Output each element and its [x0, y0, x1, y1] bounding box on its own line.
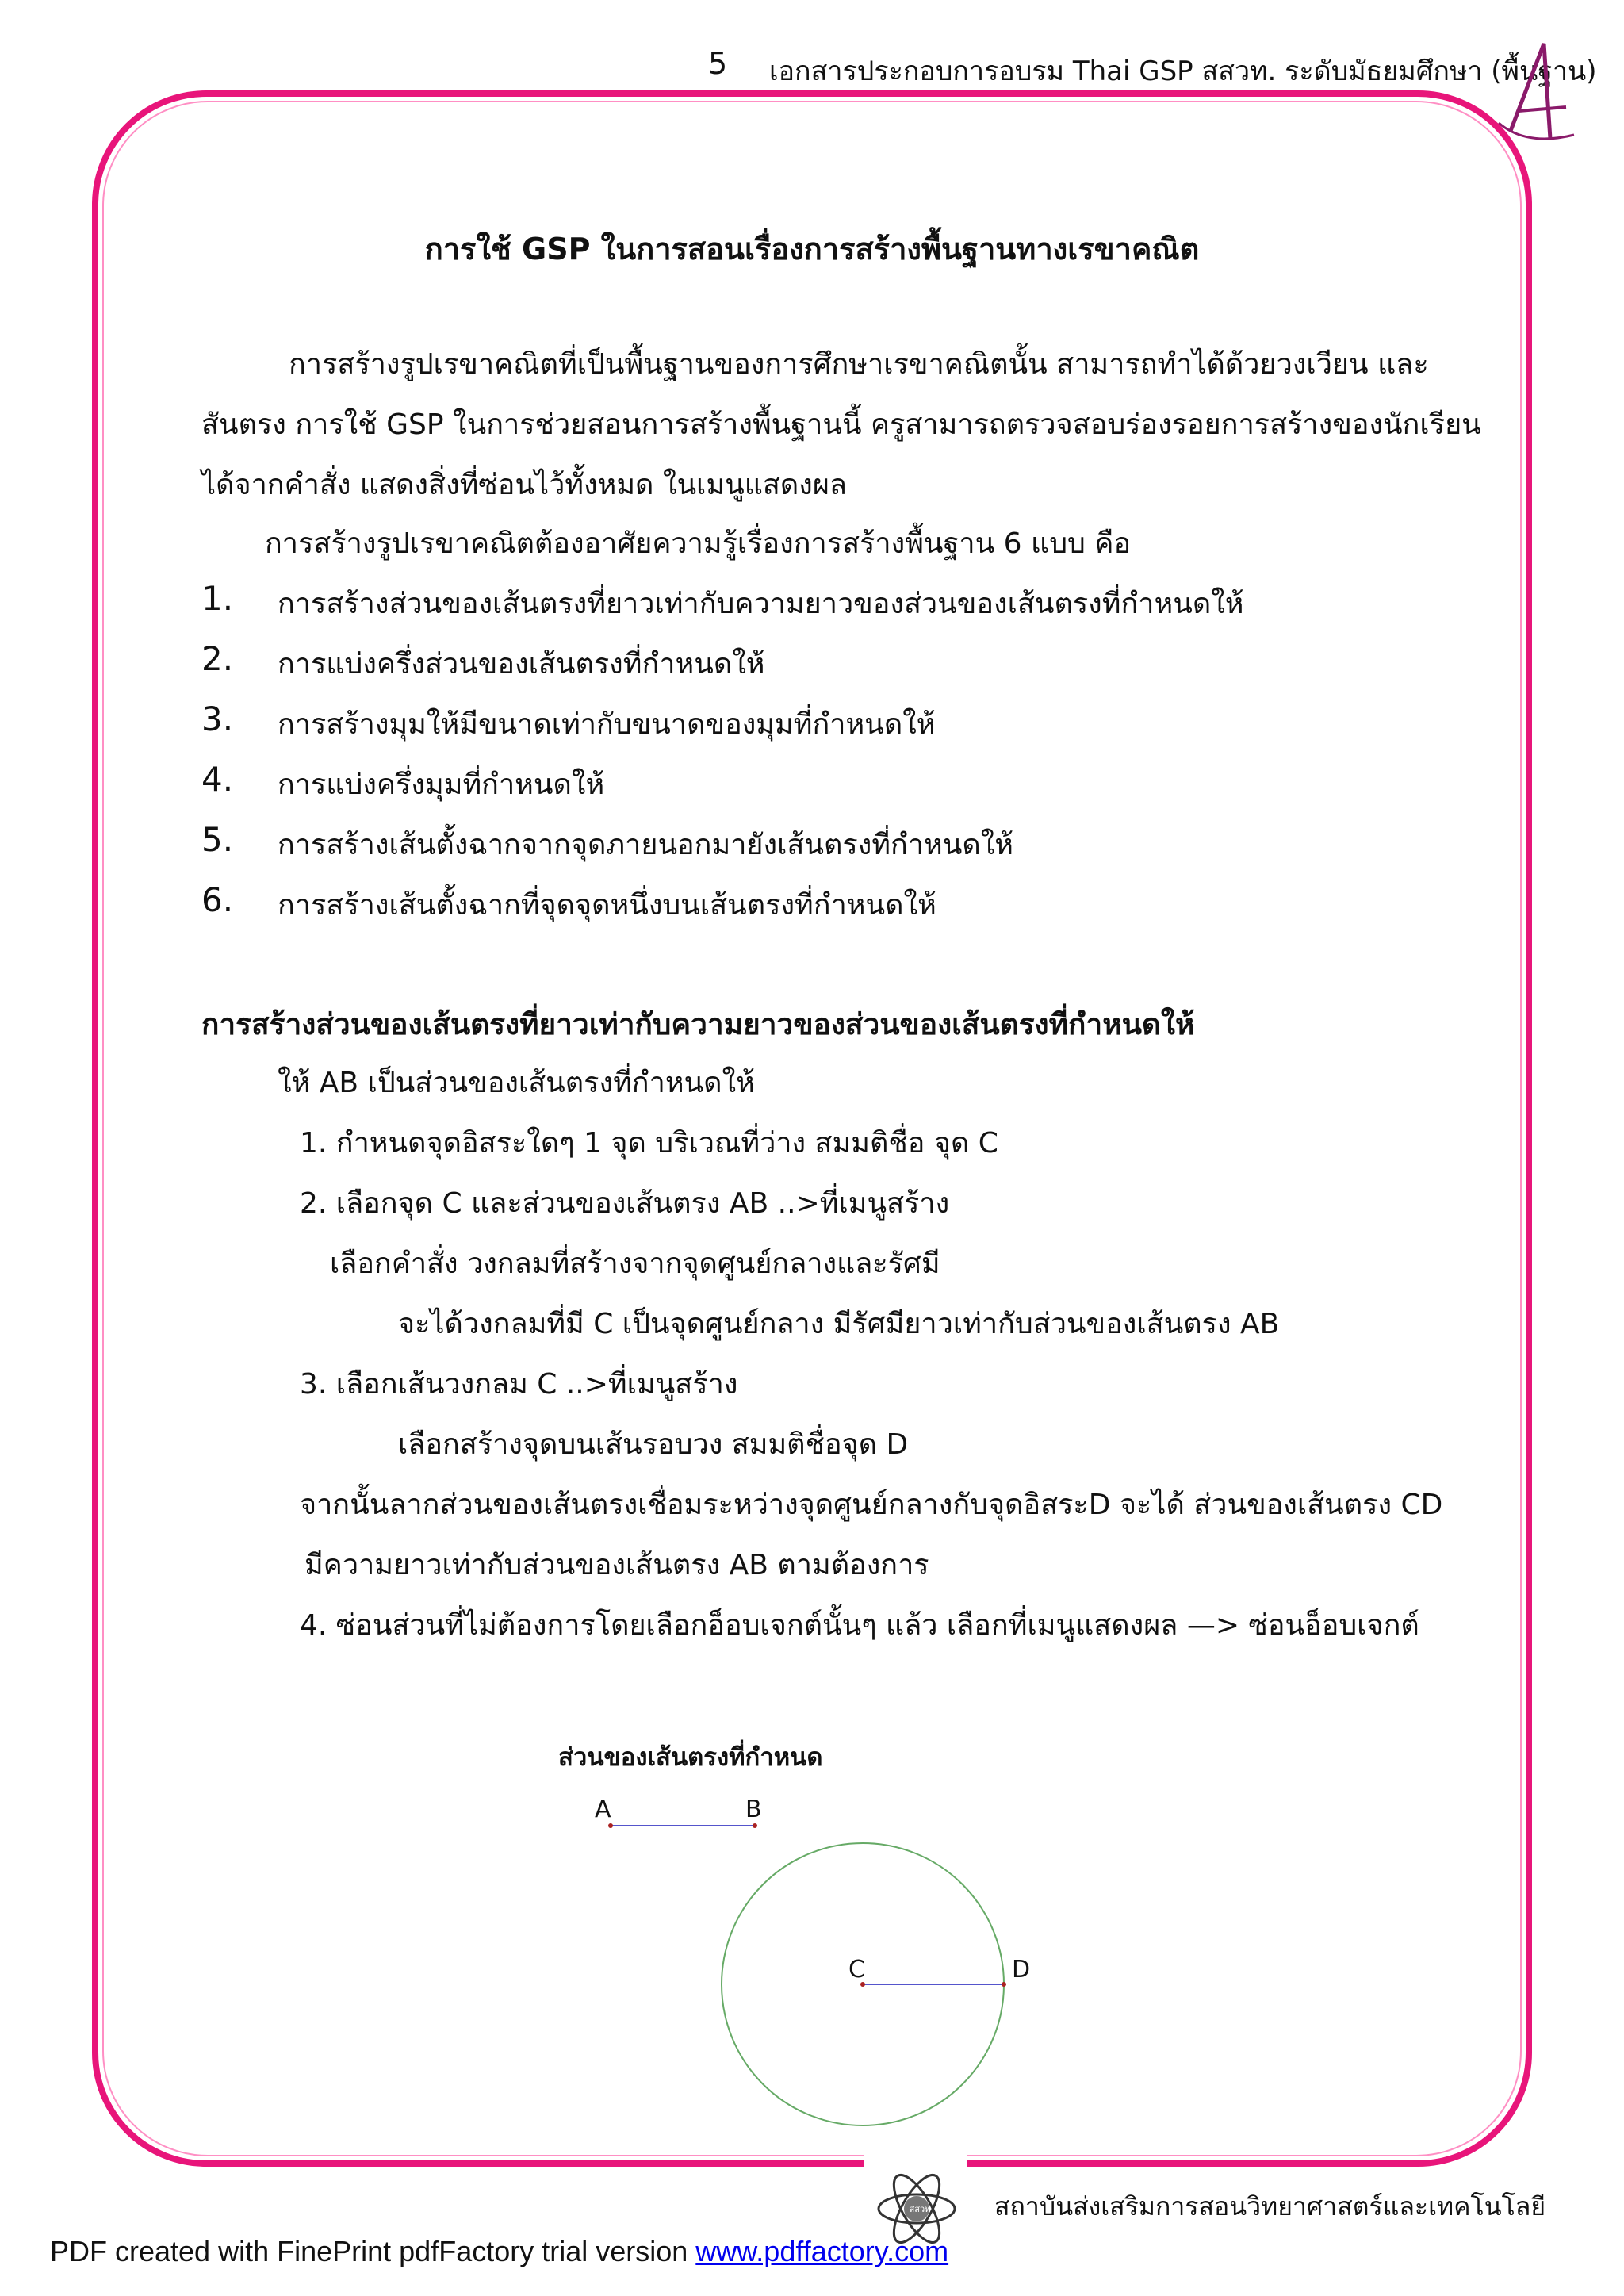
list-text: การสร้างเส้นตั้งฉากที่จุดจุดหนึ่งบนเส้นตรงที่กำหนดให้: [278, 889, 936, 922]
list-number: 6.: [201, 880, 234, 919]
step-3b: เลือกสร้างจุดบนเส้นรอบวง สมมติชื่อจุด D: [398, 1428, 909, 1461]
point-d: [1002, 1982, 1006, 1987]
intro-line-3: ได้จากคำสั่ง แสดงสิ่งที่ซ่อนไว้ทั้งหมด ในเมนูแสดงผล: [201, 469, 847, 501]
intro-line-2: สันตรง การใช้ GSP ในการช่วยสอนการสร้างพื้นฐานนี้ ครูสามารถตรวจสอบร่องรอยการสร้างของนักเรียน: [201, 408, 1481, 441]
document-title: การใช้ GSP ในการสอนเรื่องการสร้างพื้นฐานทางเรขาคณิต: [424, 232, 1200, 266]
list-number: 5.: [201, 820, 234, 859]
list-text: การสร้างส่วนของเส้นตรงที่ยาวเท่ากับความยาวของส่วนของเส้นตรงที่กำหนดให้: [278, 588, 1244, 620]
step-1: 1. กำหนดจุดอิสระใดๆ 1 จุด บริเวณที่ว่าง สมมติชื่อ จุด C: [300, 1127, 998, 1159]
figure-title: ส่วนของเส้นตรงที่กำหนด: [558, 1743, 823, 1772]
step-2c: จะได้วงกลมที่มี C เป็นจุดศูนย์กลาง มีรัศมียาวเท่ากับส่วนของเส้นตรง AB: [398, 1308, 1280, 1340]
label-a: A: [595, 1796, 611, 1823]
step-3: 3. เลือกเส้นวงกลม C ..>ที่เมนูสร้าง: [300, 1368, 738, 1401]
step-2: 2. เลือกจุด C และส่วนของเส้นตรง AB ..>ที่เมนูสร้าง: [300, 1187, 950, 1220]
institute-logo-text: สสวท: [909, 2204, 931, 2214]
section-title: การสร้างส่วนของเส้นตรงที่ยาวเท่ากับความยาวของส่วนของเส้นตรงที่กำหนดให้: [201, 1007, 1195, 1041]
given-text: ให้ AB เป็นส่วนของเส้นตรงที่กำหนดให้: [278, 1067, 755, 1099]
step-2b: เลือกคำสั่ง วงกลมที่สร้างจากจุดศูนย์กลางและรัศมี: [330, 1248, 940, 1280]
label-c: C: [848, 1956, 865, 1984]
label-b: B: [745, 1796, 762, 1823]
list-text: การสร้างเส้นตั้งฉากจากจุดภายนอกมายังเส้นตรงที่กำหนดให้: [278, 829, 1014, 861]
step-3c: จากนั้นลากส่วนของเส้นตรงเชื่อมระหว่างจุดศูนย์กลางกับจุดอิสระD จะได้ ส่วนของเส้นตรง CD: [300, 1489, 1443, 1521]
intro-line-1: การสร้างรูปเรขาคณิตที่เป็นพื้นฐานของการศึกษาเรขาคณิตนั้น สามารถทำได้ด้วยวงเวียน และ: [289, 348, 1429, 381]
list-text: การแบ่งครึ่งมุมที่กำหนดให้: [278, 769, 605, 801]
point-a: [608, 1823, 613, 1828]
list-number: 2.: [201, 639, 234, 678]
list-text: การสร้างมุมให้มีขนาดเท่ากับขนาดของมุมที่กำหนดให้: [278, 708, 936, 741]
list-number: 3.: [201, 700, 234, 738]
intro-line-4: การสร้างรูปเรขาคณิตต้องอาศัยความรู้เรื่องการสร้างพื้นฐาน 6 แบบ คือ: [265, 527, 1132, 560]
page-number: 5: [708, 46, 728, 81]
list-number: 4.: [201, 760, 234, 799]
institute-name: สถาบันส่งเสริมการสอนวิทยาศาสตร์และเทคโนโลยี: [994, 2191, 1546, 2221]
step-3d: มีความยาวเท่ากับส่วนของเส้นตรง AB ตามต้องการ: [304, 1549, 929, 1581]
point-b: [753, 1823, 757, 1828]
pdf-watermark-text: PDF created with FinePrint pdfFactory trial version: [50, 2235, 696, 2267]
header-text: เอกสารประกอบการอบรม Thai GSP สสวท. ระดับมัธยมศึกษา (พื้นฐาน): [769, 56, 1597, 87]
list-number: 1.: [201, 579, 234, 618]
pdffactory-link[interactable]: www.pdffactory.com: [695, 2235, 949, 2267]
pdf-watermark: [50, 2235, 948, 2268]
label-d: D: [1012, 1956, 1031, 1984]
step-4: 4. ซ่อนส่วนที่ไม่ต้องการโดยเลือกอ็อบเจกต์นั้นๆ แล้ว เลือกที่เมนูแสดงผล —> ซ่อนอ็อบเจกต์: [300, 1609, 1419, 1642]
list-text: การแบ่งครึ่งส่วนของเส้นตรงที่กำหนดให้: [278, 648, 765, 680]
